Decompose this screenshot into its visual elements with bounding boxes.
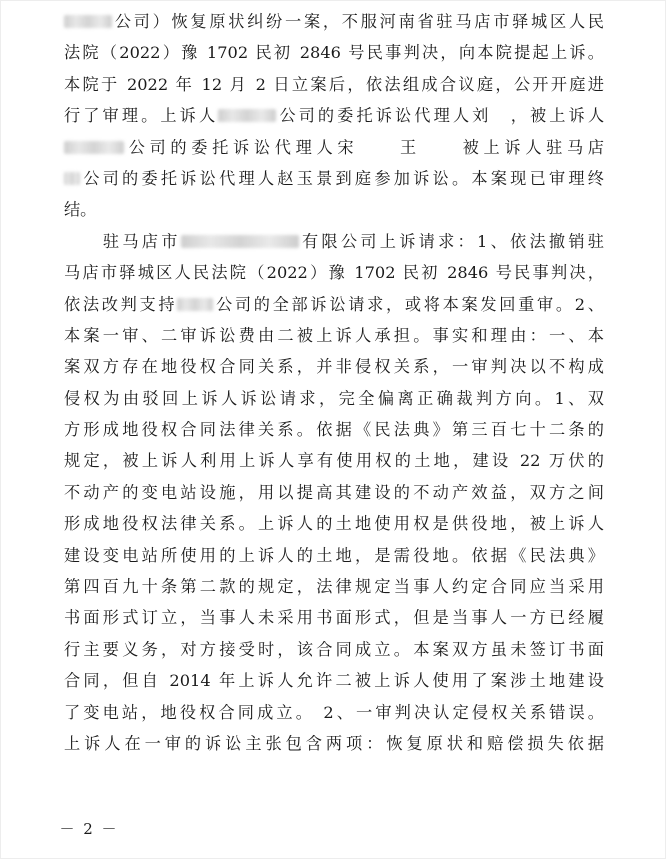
text-segment: 书面形式订立，当事人未采用书面形式，但是当事人一方已经履 [64, 608, 604, 628]
document-body [64, 6, 604, 759]
text-line [64, 226, 604, 257]
text-segment: 合同，但自 2014 年上诉人允许二被上诉人使用了案涉土地建设 [64, 671, 604, 691]
redacted-name [64, 15, 112, 28]
text-segment: 公司）恢复原状纠纷一案，不服河南省驻马店市驿城区人民 [112, 12, 604, 31]
text-line [64, 320, 604, 351]
text-segment: 侵权为由驳回上诉人诉讼请求，完全偏离正确裁判方向。1、双 [64, 388, 604, 408]
redacted-name [177, 298, 213, 311]
redacted-name [64, 172, 80, 185]
text-line [64, 257, 604, 288]
text-line [64, 414, 604, 445]
text-line [64, 6, 604, 37]
text-segment: 了变电站，地役权合同成立。 2、一审判决认定侵权关系错误。 [64, 702, 604, 722]
text-line [64, 383, 604, 414]
text-line [64, 508, 604, 539]
text-segment: 公司的委托诉讼代理人宋 王 被上诉人驻马店 [124, 137, 604, 157]
page-number: － 2 － [59, 820, 119, 838]
text-segment: 规定，被上诉人利用上诉人享有使用权的土地，建设 22 万伏的 [64, 451, 604, 471]
text-segment: 案双方存在地役权合同关系，并非侵权关系，一审判决以不构成 [64, 357, 604, 377]
text-segment: 公司的委托诉讼代理人刘 ，被上诉人 [276, 106, 605, 126]
text-segment: 本院于 2022 年 12 月 2 日立案后，依法组成合议庭，公开开庭进 [64, 74, 604, 94]
text-line [64, 351, 604, 382]
text-line [64, 289, 604, 320]
text-line [64, 602, 604, 633]
text-line [64, 697, 604, 728]
text-line [64, 163, 604, 194]
text-line [64, 194, 604, 225]
text-segment: 方形成地役权合同法律关系。依据《民法典》第三百七十二条的 [64, 420, 604, 440]
text-line [64, 445, 604, 476]
text-segment: 上诉人在一审的诉讼主张包含两项：恢复原状和赔偿损失依据 [64, 733, 604, 753]
text-line [64, 100, 604, 131]
text-segment: 行了审理。上诉人 [64, 106, 219, 126]
text-segment: 驻马店市 [64, 231, 181, 251]
text-line [64, 571, 604, 602]
text-segment: 公司的委托诉讼代理人赵玉景到庭参加诉讼。本案现已审理终 [80, 168, 604, 188]
text-line [64, 728, 604, 759]
redacted-name [218, 109, 276, 122]
text-segment: 依法改判支持 [64, 294, 178, 314]
text-segment: 马店市驿城区人民法院（2022）豫 1702 民初 2846 号民事判决， [64, 263, 604, 283]
text-segment: 形成地役权法律关系。上诉人的土地使用权是供役地，被上诉人 [64, 514, 604, 534]
text-line [64, 665, 604, 696]
text-line [64, 540, 604, 571]
text-segment: 第四百九十条第二款的规定，法律规定当事人约定合同应当采用 [64, 577, 604, 597]
text-line [64, 132, 604, 163]
text-segment: 公司的全部诉讼请求，或将本案发回重审。2、 [213, 294, 604, 314]
text-segment: 建设变电站所使用的上诉人的土地，是需役地。依据《民法典》 [64, 545, 604, 565]
redacted-name [181, 235, 299, 248]
text-segment: 不动产的变电站设施，用以提高其建设的不动产效益，双方之间 [64, 482, 604, 502]
text-line [64, 477, 604, 508]
text-segment: 法院（2022）豫 1702 民初 2846 号民事判决，向本院提起上诉。 [64, 43, 604, 63]
text-segment: 本案一审、二审诉讼费由二被上诉人承担。事实和理由：一、本 [64, 325, 604, 345]
text-segment: 行主要义务，对方接受时，该合同成立。本案双方虽未签订书面 [64, 639, 604, 659]
text-line [64, 37, 604, 68]
redacted-name [64, 141, 124, 154]
text-segment: 有限公司上诉请求：1、依法撤销驻 [298, 231, 604, 251]
text-segment: 结。 [64, 200, 97, 220]
text-line [64, 69, 604, 100]
text-line [64, 634, 604, 665]
